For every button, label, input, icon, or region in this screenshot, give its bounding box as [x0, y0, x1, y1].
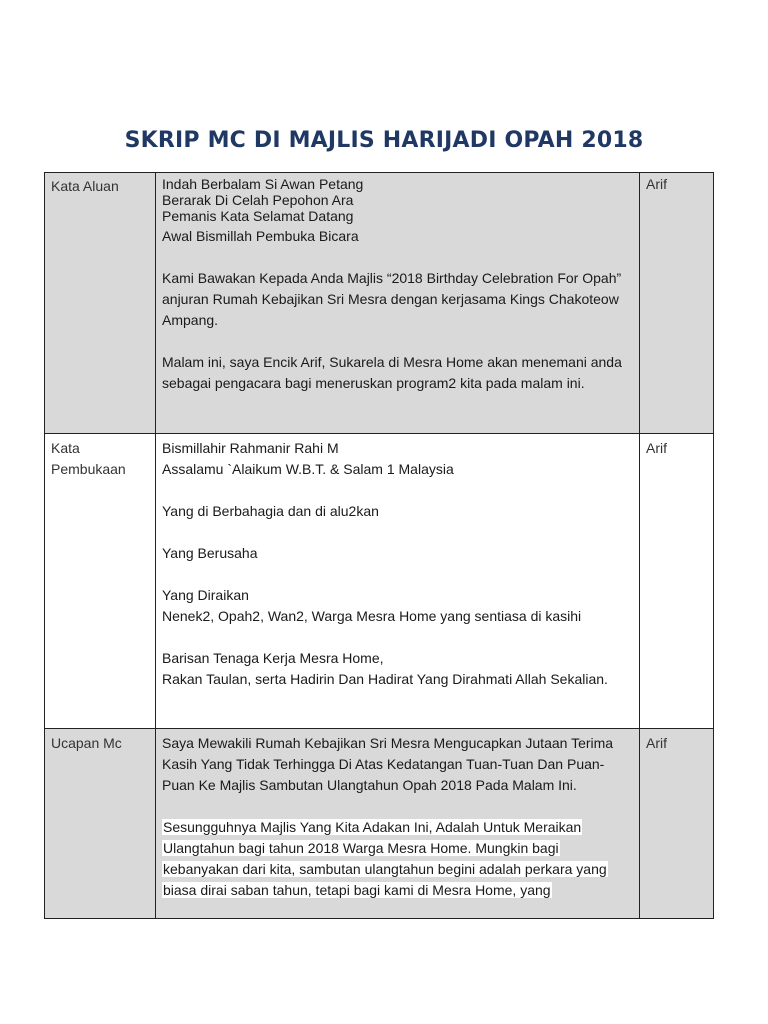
- table-row: [45, 729, 714, 919]
- table-row: [45, 173, 714, 434]
- paragraph: Saya Mewakili Rumah Kebajikan Sri Mesra Mengucapkan Jutaan Terima Kasih Yang Tidak Terhingga Di Atas Kedatangan Tuan-Tuan Dan Puan-Puan Ke Majlis Sambutan Ulangtahun Opah 2018 Pada Malam Ini.: [162, 735, 614, 793]
- speaker-name: Arif: [640, 434, 714, 729]
- text-line: Rakan Taulan, serta Hadirin Dan Hadirat Yang Dirahmati Allah Sekalian.: [162, 671, 608, 687]
- speaker-name: Arif: [640, 729, 714, 919]
- section-label: Kata Aluan: [45, 173, 156, 434]
- highlighted-text: Sesungguhnya Majlis Yang Kita Adakan Ini, Adalah Untuk Meraikan Ulangtahun bagi tahun 2018 Warga Mesra Home. Mungkin bagi kebanyakan dari kita, sambutan ulangtahun begini adalah perkara yang biasa dirai saban tahun, tetapi bagi kami di Mesra Home, yang: [163, 819, 607, 898]
- highlighted-paragraph: [162, 817, 633, 901]
- verse-line: Awal Bismillah Pembuka Bicara: [162, 228, 359, 244]
- script-content: [156, 434, 640, 729]
- section-label: Kata Pembukaan: [45, 434, 156, 729]
- script-content: [156, 729, 640, 919]
- text-line: Nenek2, Opah2, Wan2, Warga Mesra Home yang sentiasa di kasihi: [162, 608, 582, 624]
- text-line: Barisan Tenaga Kerja Mesra Home,: [162, 650, 384, 666]
- text-line: Bismillahir Rahmanir Rahi M: [162, 440, 339, 456]
- script-table: [44, 172, 714, 919]
- speaker-name: Arif: [640, 173, 714, 434]
- text-line: Yang Berusaha: [162, 545, 258, 561]
- paragraph: Malam ini, saya Encik Arif, Sukarela di Mesra Home akan menemani anda sebagai pengacara bagi meneruskan program2 kita pada malam ini.: [162, 354, 622, 391]
- text-line: Yang di Berbahagia dan di alu2kan: [162, 503, 379, 519]
- section-label: Ucapan Mc: [45, 729, 156, 919]
- text-line: Yang Diraikan: [162, 587, 249, 603]
- table-row: [45, 434, 714, 729]
- verse-line: Berarak Di Celah Pepohon Ara: [162, 192, 354, 208]
- verse-line: Pemanis Kata Selamat Datang: [162, 208, 354, 224]
- verse-line: Indah Berbalam Si Awan Petang: [162, 176, 364, 192]
- script-content: [156, 173, 640, 434]
- paragraph: Kami Bawakan Kepada Anda Majlis “2018 Birthday Celebration For Opah” anjuran Rumah Kebajikan Sri Mesra dengan kerjasama Kings Chakoteow Ampang.: [162, 270, 622, 328]
- text-line: Assalamu `Alaikum W.B.T. & Salam 1 Malaysia: [162, 461, 454, 477]
- page-title: SKRIP MC DI MAJLIS HARIJADI OPAH 2018: [124, 128, 644, 153]
